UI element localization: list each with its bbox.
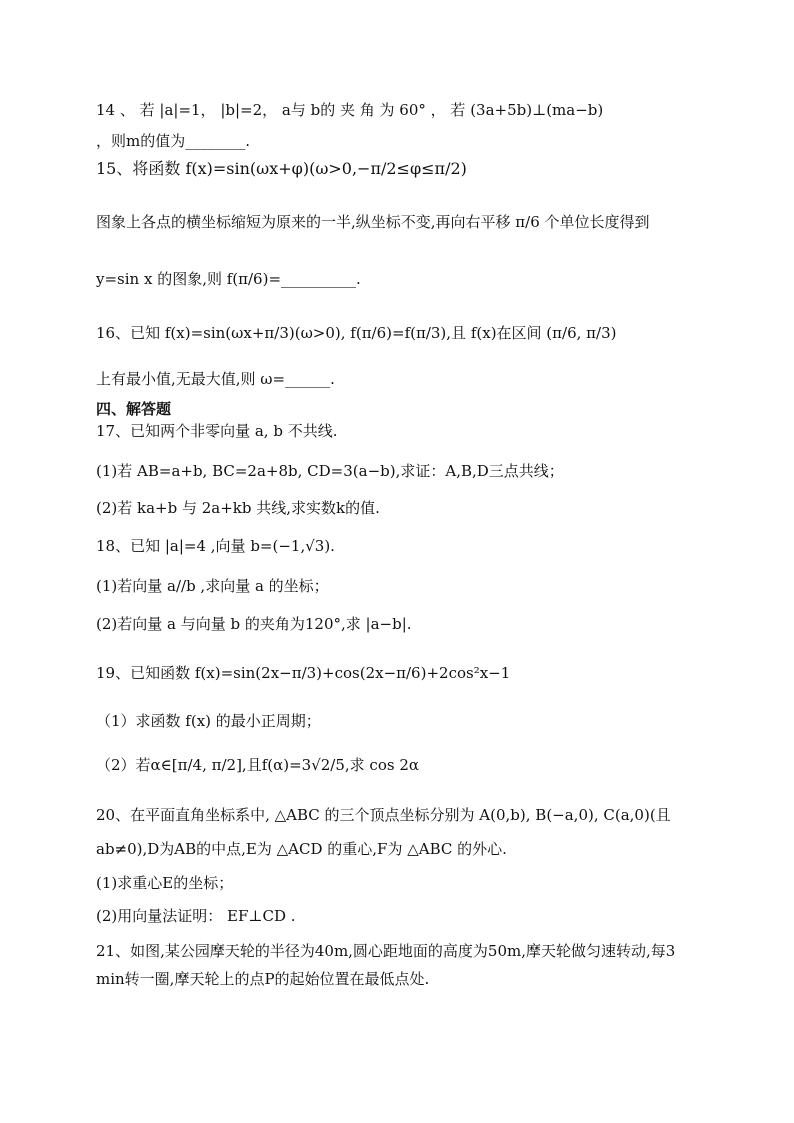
line-q17-1: (1)若 AB=a+b, BC=2a+8b, CD=3(a−b),求证：A,B,D三点共线； [96, 462, 564, 480]
line-q19-2: （2）若α∈[π/4, π/2],且f(α)=3√2/5,求 cos 2α [96, 756, 419, 774]
line-q16b: 上有最小值,无最大值,则 ω=______. [96, 370, 335, 388]
line-q17-2: (2)若 ka+b 与 2a+kb 共线,求实数k的值. [96, 499, 380, 517]
line-q17: 17、已知两个非零向量 a, b 不共线. [96, 422, 338, 440]
line-q16a: 16、已知 f(x)=sin(ωx+π/3)(ω>0), f(π/6)=f(π/3),且 f(x)在区间 (π/6, π/3) [96, 324, 617, 342]
line-q14b: ，则m的值为________. [96, 132, 250, 150]
line-q18-2: (2)若向量 a 与向量 b 的夹角为120°,求 |a−b|. [96, 615, 412, 633]
line-q18-1: (1)若向量 a//b ,求向量 a 的坐标； [96, 577, 329, 595]
line-q14a: 14 、 若 |a|=1， |b|=2， a与 b的 夹 角 为 60° ， 若 (3a+5b)⊥(ma−b) [96, 101, 604, 119]
line-q15a: 15、将函数 f(x)=sin(ωx+φ)(ω>0,−π/2≤φ≤π/2) [96, 159, 467, 178]
line-q19: 19、已知函数 f(x)=sin(2x−π/3)+cos(2x−π/6)+2cos²x−1 [96, 664, 511, 682]
line-q20-1: (1)求重心E的坐标； [96, 874, 234, 892]
line-q18: 18、已知 |a|=4 ,向量 b=(−1,√3). [96, 537, 335, 555]
line-q20b: ab≠0),D为AB的中点,E为 △ACD 的重心,F为 △ABC 的外心. [96, 840, 507, 858]
line-q20a: 20、在平面直角坐标系中, △ABC 的三个顶点坐标分别为 A(0,b), B(−a,0), C(a,0)(且 [96, 806, 671, 824]
line-q19-1: （1）求函数 f(x) 的最小正周期； [96, 712, 321, 730]
section-heading: 四、解答题 [96, 400, 172, 418]
line-q21a: 21、如图,某公园摩天轮的半径为40m,圆心距地面的高度为50m,摩天轮做匀速转动,每3 [96, 942, 676, 960]
line-q21b: min转一圈,摩天轮上的点P的起始位置在最低点处. [96, 970, 430, 988]
line-q20-2: (2)用向量法证明： EF⊥CD . [96, 907, 296, 925]
line-q15b: 图象上各点的横坐标缩短为原来的一半,纵坐标不变,再向右平移 π/6 个单位长度得到 [96, 213, 650, 231]
line-q15c: y=sin x 的图象,则 f(π/6)=__________. [96, 270, 361, 288]
